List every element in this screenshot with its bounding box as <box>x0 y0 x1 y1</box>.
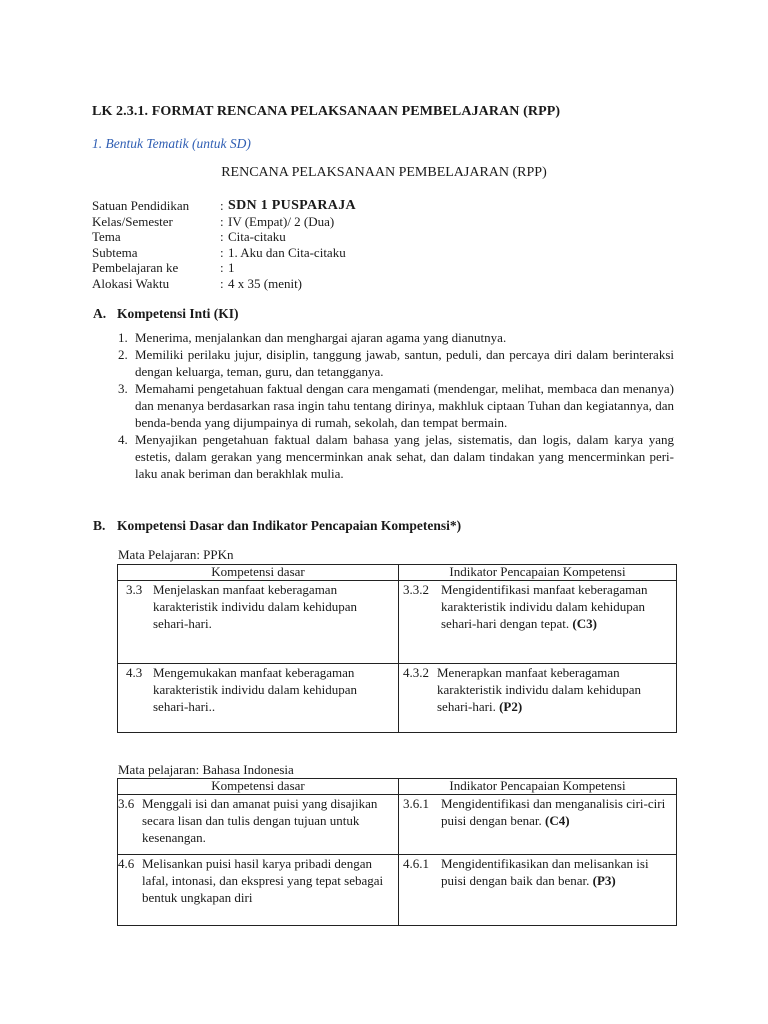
identity-colon: : <box>220 229 224 244</box>
kd-code: 4.6 <box>118 856 135 871</box>
identity-row <box>92 260 356 276</box>
table-cell <box>118 581 399 664</box>
indicator-level: (C3) <box>572 616 597 631</box>
ppkn-table <box>117 564 677 733</box>
list-text: Menyajikan pengetahuan faktual dalam bahasa yang jelas, sistematis, dan logis, dalam karya yang estetis, dalam gerakan yang mencerminkan anak sehat, dan dalam tindakan yang mencerminkan peri-laku anak beriman dan berakhlak mulia. <box>135 432 674 481</box>
table-row <box>118 795 677 855</box>
kd-text: Melisankan puisi hasil karya pribadi dengan lafal, intonasi, dan ekspresi yang tepat sebagai bentuk ungkapan diri <box>142 856 384 905</box>
identity-label: Tema <box>92 229 121 244</box>
identity-label: Pembelajaran ke <box>92 260 179 275</box>
indicator-text: Mengidentifikasi manfaat keberagaman karakteristik individu dalam kehidupan sehari-hari dengan tepat. <box>441 582 648 631</box>
identity-colon: : <box>220 198 224 213</box>
table-row <box>118 664 677 733</box>
indicator-code: 4.3.2 <box>403 665 429 680</box>
kd-code: 4.3 <box>126 665 143 680</box>
identity-row <box>92 245 356 261</box>
subject-label-bindo: Mata pelajaran: Bahasa Indonesia <box>118 762 294 777</box>
list-number: 4. <box>118 432 128 447</box>
kd-code: 3.6 <box>118 796 135 811</box>
identity-colon: : <box>220 275 224 291</box>
indicator-level: (C4) <box>544 813 570 828</box>
list-number: 2. <box>118 347 128 362</box>
table-cell <box>399 664 677 733</box>
list-text: Memahami pengetahuan faktual dengan cara mengamati (mendengar, melihat, membaca dan menanya) dan menanya berdasarkan rasa ingin tahu tentang dirinya, makhluk ciptaan Tuhan dan kegiatannya, dan benda-benda yang dijumpainya di rumah, sekolah, dan tempat bermain. <box>135 381 674 430</box>
section-a-heading <box>93 306 239 322</box>
indicator-code: 4.6.1 <box>403 856 429 871</box>
list-item <box>118 329 674 346</box>
list-number: 1. <box>118 330 128 345</box>
list-item <box>118 346 674 380</box>
table-header-row <box>118 565 677 581</box>
list-number: 3. <box>118 381 128 396</box>
column-header: Kompetensi dasar <box>118 779 399 795</box>
identity-row <box>92 229 356 245</box>
identity-row <box>92 214 356 230</box>
table-cell <box>118 855 399 926</box>
identity-row <box>92 198 356 214</box>
bindo-table <box>117 778 677 926</box>
table-cell <box>118 664 399 733</box>
rpp-title: RENCANA PELAKSANAAN PEMBELAJARAN (RPP) <box>221 165 547 180</box>
identity-block <box>92 198 356 291</box>
indicator-code: 3.6.1 <box>403 796 429 811</box>
section-letter: A. <box>93 306 107 321</box>
document-heading: LK 2.3.1. FORMAT RENCANA PELAKSANAAN PEMBELAJARAN (RPP) <box>92 104 561 119</box>
table-cell <box>399 855 677 926</box>
list-item <box>118 380 674 431</box>
kd-text: Menjelaskan manfaat keberagaman karakteristik individu dalam kehidupan sehari-hari. <box>153 582 357 631</box>
indicator-text: Mengidentifikasi dan menganalisis ciri-ciri puisi dengan benar. <box>441 796 666 828</box>
subject-label-ppkn: Mata Pelajaran: PPKn <box>118 547 234 562</box>
list-text: Menerima, menjalankan dan menghargai ajaran agama yang dianutnya. <box>135 330 507 345</box>
identity-label: Satuan Pendidikan <box>92 198 190 213</box>
table-row <box>118 855 677 926</box>
identity-label: Kelas/Semester <box>92 213 173 229</box>
identity-colon: : <box>220 213 224 229</box>
column-header: Indikator Pencapaian Kompetensi <box>399 779 677 795</box>
identity-colon: : <box>220 244 224 260</box>
identity-value: IV (Empat)/ 2 (Dua) <box>228 213 335 229</box>
table-cell <box>118 795 399 855</box>
list-item <box>118 431 674 482</box>
identity-label: Alokasi Waktu <box>92 275 170 291</box>
list-text: Memiliki perilaku jujur, disiplin, tanggung jawab, santun, peduli, dan percaya diri dalam berinteraksi dengan keluarga, teman, guru, dan tetangganya. <box>135 347 674 379</box>
identity-value: SDN 1 PUSPARAJA <box>228 198 356 213</box>
kd-text: Menggali isi dan amanat puisi yang disajikan secara lisan dan tulis dengan tujuan untuk kesenangan. <box>142 796 378 845</box>
ki-list <box>118 329 674 482</box>
indicator-text: Mengidentifikasikan dan melisankan isi puisi dengan baik dan benar. <box>441 856 649 888</box>
section-title: Kompetensi Dasar dan Indikator Pencapaian Kompetensi*) <box>117 518 462 533</box>
table-header-row <box>118 779 677 795</box>
identity-row <box>92 276 356 292</box>
kd-code: 3.3 <box>126 582 143 597</box>
identity-label: Subtema <box>92 244 138 260</box>
column-header: Kompetensi dasar <box>118 565 399 581</box>
identity-value: Cita-citaku <box>228 229 286 244</box>
indicator-level: (P3) <box>592 873 616 888</box>
indicator-text: Menerapkan manfaat keberagaman karakteristik individu dalam kehidupan sehari-hari. <box>437 665 641 714</box>
section-letter: B. <box>93 518 106 533</box>
identity-colon: : <box>220 260 224 275</box>
table-cell <box>399 581 677 664</box>
format-subheading: 1. Bentuk Tematik (untuk SD) <box>92 136 251 151</box>
kd-text: Mengemukakan manfaat keberagaman karakteristik individu dalam kehidupan sehari-hari.. <box>153 665 357 714</box>
identity-value: 1 <box>228 260 235 275</box>
section-title: Kompetensi Inti (KI) <box>117 306 239 321</box>
identity-value: 1. Aku dan Cita-citaku <box>228 244 346 260</box>
indicator-code: 3.3.2 <box>403 582 429 597</box>
column-header: Indikator Pencapaian Kompetensi <box>399 565 677 581</box>
table-cell <box>399 795 677 855</box>
section-b-heading <box>93 518 461 534</box>
table-row <box>118 581 677 664</box>
identity-value: 4 x 35 (menit) <box>228 275 303 291</box>
indicator-level: (P2) <box>499 699 523 714</box>
